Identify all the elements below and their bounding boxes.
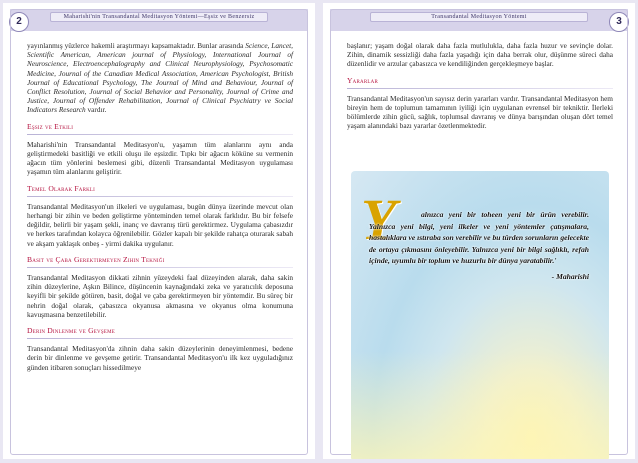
section-body: Transandantal Meditasyon dikkati zihnin yüzeydeki faal düzeyinden alarak, daha sakin zihin düzeylerine, Aşkın Bilince, düşüncenin kaynağındaki zeka ve yaratıcılık deposuna keyifli bir şekilde götüren, basit, doğal ve çaba gerektirmeyen bir yöntemdir. Bu süreç bir nehrin doğal olarak, çabasızca okyanusa akmasına ve okyanus olma konumuna kavuşmasına benzetilebilir. <box>27 273 293 319</box>
section-title: Eşsiz ve Etkili <box>27 121 74 131</box>
intro-paragraph: başlanır; yaşam doğal olarak daha fazla mutlulukla, daha fazla huzur ve sevinçle dolar. Zihin, dinamik sessizliği daha fazla yaşadığı için daha berrak olur, düşünme süreci daha düzenlidir ve arzular çabasızca ve kendiliğinden gerçekleşmeye başlar. <box>347 41 613 69</box>
section-title: Basit ve Çaba Gerektirmeyen Zihin Tekniği <box>27 254 165 264</box>
header-band <box>10 9 308 31</box>
right-page <box>323 3 635 459</box>
running-header: Maharishi'nin Transandantal Meditasyon Yöntemi—Eşsiz ve Benzersiz <box>50 12 268 22</box>
section-title: Temel Olarak Farklı <box>27 183 96 193</box>
page-number: 3 <box>609 12 629 32</box>
section-body: Transandantal Meditasyon'un ilkeleri ve uygulaması, bugün dünya üzerinde mevcut olan herhangi bir zihin ve beden geliştirme yönteminden temel olarak farklıdır. Bu bir felsefe değildir, belirli bir yaşam şekli, inanç ve davranış türü gerektirmez. Uygulama çabasızdır ve herkes tarafından kolayca öğrenilebilir. Gözler kapalı bir şekilde rahatça oturarak sabah ve akşam yaklaşık onbeş - yirmi dakika uygulanır. <box>27 201 293 248</box>
section-title: Yararlar <box>347 75 378 85</box>
section-divider <box>27 134 293 135</box>
section-divider <box>347 88 613 89</box>
text-column <box>347 41 613 137</box>
section-divider <box>27 338 293 339</box>
left-page <box>3 3 315 459</box>
running-header: Transandantal Meditasyon Yöntemi <box>370 12 588 22</box>
header-band <box>330 9 628 31</box>
section-body: Transandantal Meditasyon'un sayısız derin yararları vardır. Transandantal Meditasyon hem bireyin hem de toplumun tamamının iyiliği için uygulanan evrensel bir tekniktir. İlerleki bölümlerde zihin gücü, sağlık, toplumsal davranış ve dünya barışından oluşan dört temel yaşam alanındaki bazı yararlar özetlenmektedir. <box>347 93 613 131</box>
journal-list: Science, Lancet, Scientific American, American journal of Physiology, International Journal of Neuroscience, Electroencephalography and Clinical Neurophysiology, Psychosomatic Medicine, Journal of the Canadian Medical Association, American Psychologist, British Journal of Educational Psychology, The Journal of Mind and Behaviour, Journal of Conflict Resolution, Journal of Social Behavior and Personality, Journal of Crime and Justice, Journal of Offender Rehabilitation, Journal of Clinical Psychiatry ve Social Indicators Research <box>27 41 293 115</box>
quote-author: - Maharishi <box>551 271 589 281</box>
sunrise-glow <box>351 351 609 459</box>
intro-paragraph <box>27 41 293 115</box>
section-divider <box>27 267 293 268</box>
section-body: Maharishi'nin Transandantal Meditasyon'u, yaşamın tüm alanlarını aynı anda geliştirmedeki basitliği ve etkili oluşu ile eşsizdir. Tıpkı bir ağacın köküne su vermenin ağacın tüm yönlerini beslemesi gibi, düzenli Transandantal Meditasyon uygulaması yaşamın tüm alanlarını geliştirir. <box>27 139 293 177</box>
quote-box <box>351 171 609 459</box>
quote-text-block <box>369 209 589 282</box>
text-column <box>27 41 293 378</box>
section-body: Transandantal Meditasyon'da zihnin daha sakin düzeylerinin deneyimlenmesi, bedene derin bir dinlenme ve gevşeme getirir. Transandantal Meditasyon'u ilk kez uyguladığınız günden itibaren sonuçları hissedilmeye <box>27 344 293 372</box>
section-title: Derin Dinlenme ve Gevşeme <box>27 326 115 336</box>
section-divider <box>27 196 293 197</box>
intro-text: yayınlanmış yüzlerce hakemli araştırmayı kapsamaktadır. Bunlar arasında <box>27 41 244 50</box>
drop-cap: Y <box>361 187 397 252</box>
page-number: 2 <box>9 12 29 32</box>
quote-text: alnızca yeni bir toheen yeni bir ürün verebilir. Yalnızca yeni bilgi, yeni ilkeler ve yeni yöntemler çatışmalara, hastalıklara ve ıstıraba son verebilir ve bu türden sorunların gelecekte de ortaya çıkmasını önleyebilir. Yalnızca yeni bir bilgi sağlıklı, refah içinde, uyumlu bir toplum ve huzurlu bir dünya yaratabilir.' <box>369 210 589 265</box>
intro-end: vardır. <box>87 105 107 115</box>
